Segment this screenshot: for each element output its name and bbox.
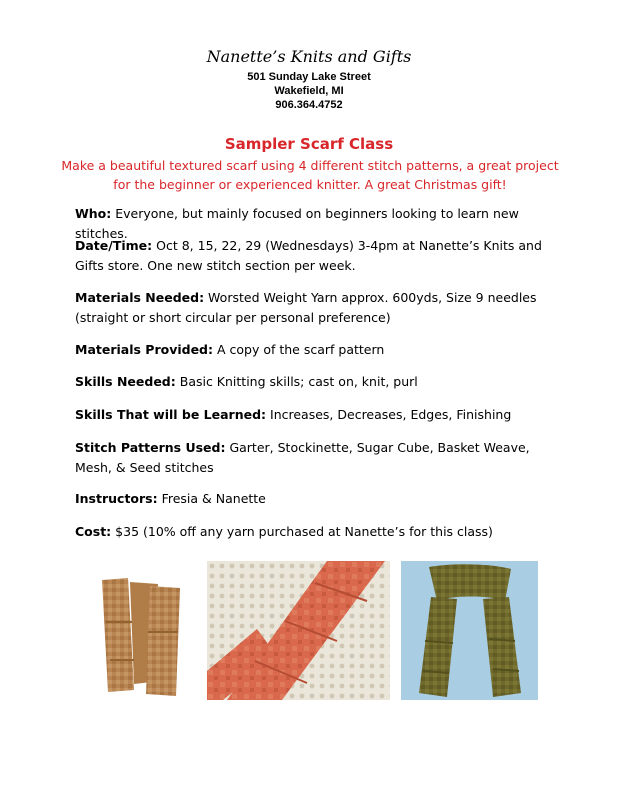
shop-street: 501 Sunday Lake Street: [247, 71, 371, 83]
detail-label: Skills That will be Learned:: [75, 407, 267, 422]
olive-sampler-scarf-photo: [401, 561, 538, 700]
coral-sampler-scarf-photo: [207, 561, 390, 700]
detail-text: Fresia & Nanette: [157, 491, 266, 506]
detail-label: Stitch Patterns Used:: [75, 440, 226, 455]
detail-text: Everyone, but mainly focused on beginners looking to learn new stitches.: [75, 206, 519, 241]
detail-stitch-patterns: [75, 438, 555, 478]
shop-city: Wakefield, MI: [274, 85, 344, 97]
detail-text: Oct 8, 15, 22, 29 (Wednesdays) 3-4pm at Nanette’s Knits and Gifts store. One new stitch section per week.: [75, 238, 542, 273]
detail-text: Garter, Stockinette, Sugar Cube, Basket Weave, Mesh, & Seed stitches: [75, 440, 530, 475]
tan-sampler-scarf-photo: [88, 572, 196, 700]
detail-label: Materials Needed:: [75, 290, 205, 305]
coral-scarf-illustration: [207, 561, 390, 700]
olive-scarf-illustration: [401, 561, 538, 700]
class-description: Make a beautiful textured scarf using 4 different stitch patterns, a great project for the beginner or experienced knitter. A great Christmas gift!: [61, 158, 559, 192]
detail-text: Worsted Weight Yarn approx. 600yds, Size 9 needles (straight or short circular per personal preference): [75, 290, 537, 325]
shop-phone: 906.364.4752: [275, 99, 343, 111]
detail-label: Skills Needed:: [75, 374, 176, 389]
detail-skills-needed: [75, 372, 555, 392]
detail-label: Date/Time:: [75, 238, 153, 253]
detail-text: $35 (10% off any yarn purchased at Nanette’s for this class): [111, 524, 493, 539]
detail-skills-learned: [75, 405, 555, 425]
detail-text: Basic Knitting skills; cast on, knit, purl: [175, 374, 418, 389]
detail-materials-needed: [75, 288, 555, 328]
detail-text: A copy of the scarf pattern: [213, 342, 385, 357]
detail-label: Materials Provided:: [75, 342, 214, 357]
detail-label: Instructors:: [75, 491, 158, 506]
detail-instructors: [75, 489, 555, 509]
shop-name: Nanette’s Knits and Gifts: [206, 47, 412, 66]
detail-date-time: [75, 236, 555, 276]
detail-text: Increases, Decreases, Edges, Finishing: [266, 407, 512, 422]
detail-label: Who:: [75, 206, 112, 221]
detail-materials-provided: [75, 340, 555, 360]
detail-cost: [75, 522, 555, 542]
tan-scarf-illustration: [88, 572, 196, 700]
class-title: Sampler Scarf Class: [224, 135, 394, 153]
detail-label: Cost:: [75, 524, 112, 539]
